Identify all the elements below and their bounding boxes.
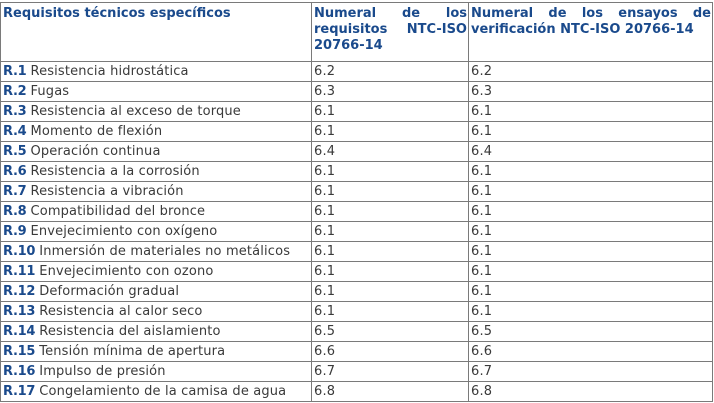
- requirement-description: Envejecimiento con oxígeno: [30, 224, 218, 239]
- requirement-cell: [1, 202, 312, 222]
- requirement-cell: [1, 262, 312, 282]
- requirement-code: R.6: [3, 164, 27, 179]
- requirement-code: R.8: [3, 204, 27, 219]
- requirement-description: Fugas: [30, 84, 70, 99]
- requirement-clause-value: 6.1: [312, 262, 469, 282]
- table-row: [1, 182, 713, 202]
- requirement-cell: [1, 362, 312, 382]
- test-clause-value: 6.1: [469, 262, 713, 282]
- test-clause-value: 6.1: [469, 302, 713, 322]
- requirement-cell: [1, 122, 312, 142]
- requirement-clause-value: 6.6: [312, 342, 469, 362]
- requirement-description: Momento de flexión: [30, 124, 163, 139]
- table-row: [1, 82, 713, 102]
- requirement-cell: [1, 242, 312, 262]
- requirement-clause-value: 6.1: [312, 202, 469, 222]
- table-row: [1, 262, 713, 282]
- requirement-description: Envejecimiento con ozono: [39, 264, 214, 279]
- requirement-description: Resistencia al calor seco: [39, 304, 203, 319]
- requirement-description: Tensión mínima de apertura: [39, 344, 226, 359]
- header-specific-requirements: Requisitos técnicos específicos: [1, 3, 312, 62]
- requirement-code: R.14: [3, 324, 36, 339]
- table-row: [1, 62, 713, 82]
- test-clause-value: 6.1: [469, 102, 713, 122]
- header-requirement-clause: Numeral de los requisitos NTC-ISO 20766-14: [312, 3, 469, 62]
- requirements-table: [0, 2, 713, 402]
- table-row: [1, 362, 713, 382]
- requirement-code: R.11: [3, 264, 36, 279]
- requirement-code: R.3: [3, 104, 27, 119]
- requirement-clause-value: 6.7: [312, 362, 469, 382]
- requirement-clause-value: 6.1: [312, 102, 469, 122]
- requirement-cell: [1, 282, 312, 302]
- table-row: [1, 242, 713, 262]
- table-row: [1, 102, 713, 122]
- requirement-description: Congelamiento de la camisa de agua: [39, 384, 287, 399]
- test-clause-value: 6.4: [469, 142, 713, 162]
- requirement-description: Resistencia a vibración: [30, 184, 184, 199]
- requirement-clause-value: 6.4: [312, 142, 469, 162]
- requirement-code: R.9: [3, 224, 27, 239]
- table-row: [1, 122, 713, 142]
- table-header-row: [1, 3, 713, 62]
- requirement-clause-value: 6.2: [312, 62, 469, 82]
- requirement-clause-value: 6.1: [312, 302, 469, 322]
- requirement-cell: [1, 342, 312, 362]
- requirement-description: Operación continua: [30, 144, 161, 159]
- requirement-cell: [1, 62, 312, 82]
- test-clause-value: 6.1: [469, 182, 713, 202]
- requirement-clause-value: 6.5: [312, 322, 469, 342]
- test-clause-value: 6.1: [469, 202, 713, 222]
- table-row: [1, 342, 713, 362]
- test-clause-value: 6.8: [469, 382, 713, 402]
- requirement-code: R.16: [3, 364, 36, 379]
- requirement-description: Resistencia del aislamiento: [39, 324, 221, 339]
- requirement-description: Deformación gradual: [39, 284, 180, 299]
- test-clause-value: 6.1: [469, 282, 713, 302]
- table-row: [1, 322, 713, 342]
- requirement-cell: [1, 82, 312, 102]
- test-clause-value: 6.1: [469, 222, 713, 242]
- requirement-cell: [1, 162, 312, 182]
- table-row: [1, 282, 713, 302]
- requirement-code: R.7: [3, 184, 27, 199]
- requirement-description: Resistencia a la corrosión: [30, 164, 200, 179]
- requirement-code: R.15: [3, 344, 36, 359]
- requirement-cell: [1, 182, 312, 202]
- requirement-cell: [1, 222, 312, 242]
- requirement-clause-value: 6.1: [312, 182, 469, 202]
- test-clause-value: 6.3: [469, 82, 713, 102]
- requirement-cell: [1, 142, 312, 162]
- test-clause-value: 6.2: [469, 62, 713, 82]
- requirement-code: R.17: [3, 384, 36, 399]
- requirement-description: Resistencia hidrostática: [30, 64, 189, 79]
- table-row: [1, 302, 713, 322]
- requirement-description: Inmersión de materiales no metálicos: [39, 244, 291, 259]
- requirements-table-body: [1, 3, 713, 402]
- requirement-code: R.10: [3, 244, 36, 259]
- requirement-code: R.5: [3, 144, 27, 159]
- requirement-clause-value: 6.1: [312, 282, 469, 302]
- table-row: [1, 202, 713, 222]
- test-clause-value: 6.1: [469, 162, 713, 182]
- header-test-clause: Numeral de los ensayos de verificación NTC-ISO 20766-14: [469, 3, 713, 62]
- requirement-clause-value: 6.3: [312, 82, 469, 102]
- requirement-code: R.1: [3, 64, 27, 79]
- requirement-code: R.4: [3, 124, 27, 139]
- test-clause-value: 6.6: [469, 342, 713, 362]
- table-row: [1, 382, 713, 402]
- requirement-description: Impulso de presión: [39, 364, 166, 379]
- requirement-code: R.2: [3, 84, 27, 99]
- table-row: [1, 142, 713, 162]
- test-clause-value: 6.5: [469, 322, 713, 342]
- requirement-cell: [1, 302, 312, 322]
- requirement-clause-value: 6.1: [312, 222, 469, 242]
- requirement-cell: [1, 322, 312, 342]
- requirement-code: R.12: [3, 284, 36, 299]
- requirement-clause-value: 6.8: [312, 382, 469, 402]
- requirement-description: Compatibilidad del bronce: [30, 204, 206, 219]
- requirement-description: Resistencia al exceso de torque: [30, 104, 241, 119]
- requirement-clause-value: 6.1: [312, 162, 469, 182]
- table-row: [1, 162, 713, 182]
- table-row: [1, 222, 713, 242]
- requirement-cell: [1, 382, 312, 402]
- test-clause-value: 6.7: [469, 362, 713, 382]
- test-clause-value: 6.1: [469, 242, 713, 262]
- requirement-cell: [1, 102, 312, 122]
- requirement-clause-value: 6.1: [312, 122, 469, 142]
- requirement-code: R.13: [3, 304, 36, 319]
- requirement-clause-value: 6.1: [312, 242, 469, 262]
- test-clause-value: 6.1: [469, 122, 713, 142]
